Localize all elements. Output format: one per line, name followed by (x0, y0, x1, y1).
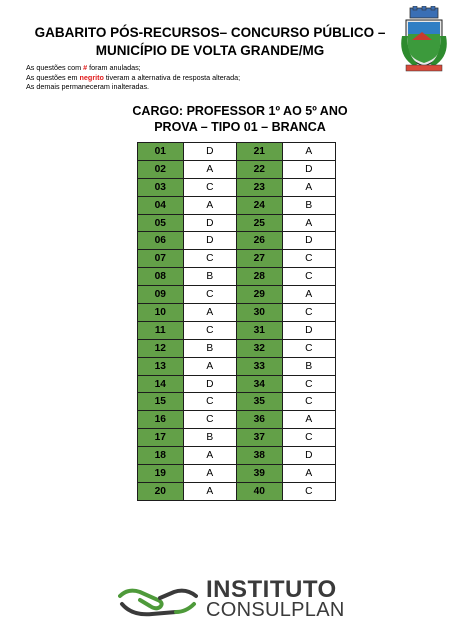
answer-cell: D (183, 143, 236, 161)
answer-cell: A (282, 465, 335, 483)
answer-cell: A (183, 160, 236, 178)
question-number-cell: 17 (138, 429, 184, 447)
question-number-cell: 08 (138, 268, 184, 286)
table-row (138, 375, 336, 393)
table-row (138, 411, 336, 429)
answer-cell: A (183, 304, 236, 322)
question-number-cell: 13 (138, 357, 184, 375)
table-row (138, 465, 336, 483)
note-annulled: As questões com # foram anuladas; (26, 63, 141, 72)
question-number-cell: 32 (236, 339, 282, 357)
logo-word-consulplan: CONSULPLAN (206, 599, 345, 621)
question-number-cell: 26 (236, 232, 282, 250)
question-number-cell: 27 (236, 250, 282, 268)
coat-of-arms-icon (400, 6, 448, 72)
title-line-1: GABARITO PÓS-RECURSOS– CONCURSO PÚBLICO – (34, 25, 386, 40)
table-row (138, 482, 336, 500)
question-number-cell: 04 (138, 196, 184, 214)
answer-cell: B (282, 357, 335, 375)
answer-cell: C (282, 482, 335, 500)
table-row (138, 286, 336, 304)
question-number-cell: 02 (138, 160, 184, 178)
answer-cell: B (183, 339, 236, 357)
question-number-cell: 15 (138, 393, 184, 411)
answer-cell: C (183, 321, 236, 339)
table-row (138, 357, 336, 375)
answer-cell: D (183, 375, 236, 393)
answer-cell: A (183, 196, 236, 214)
answer-cell: C (282, 393, 335, 411)
question-number-cell: 24 (236, 196, 282, 214)
question-number-cell: 25 (236, 214, 282, 232)
consulplan-logo (118, 578, 378, 622)
answer-cell: C (282, 304, 335, 322)
answer-cell: C (183, 286, 236, 304)
answer-cell: A (282, 178, 335, 196)
question-number-cell: 09 (138, 286, 184, 304)
answer-cell: A (282, 214, 335, 232)
answer-cell: A (282, 143, 335, 161)
table-row (138, 429, 336, 447)
table-row (138, 339, 336, 357)
answer-cell: C (183, 411, 236, 429)
question-number-cell: 35 (236, 393, 282, 411)
question-number-cell: 05 (138, 214, 184, 232)
question-number-cell: 37 (236, 429, 282, 447)
page-title (20, 24, 400, 60)
table-row (138, 160, 336, 178)
table-row (138, 268, 336, 286)
answer-key-table (137, 142, 336, 501)
answer-cell: C (282, 429, 335, 447)
answer-cell: D (183, 214, 236, 232)
question-number-cell: 29 (236, 286, 282, 304)
question-number-cell: 30 (236, 304, 282, 322)
question-number-cell: 39 (236, 465, 282, 483)
question-number-cell: 38 (236, 447, 282, 465)
table-row (138, 178, 336, 196)
answer-cell: B (183, 429, 236, 447)
answer-cell: B (183, 268, 236, 286)
question-number-cell: 07 (138, 250, 184, 268)
question-number-cell: 14 (138, 375, 184, 393)
exam-heading (90, 103, 390, 135)
answer-cell: D (183, 232, 236, 250)
answer-cell: C (183, 250, 236, 268)
table-row (138, 214, 336, 232)
table-row (138, 321, 336, 339)
question-number-cell: 06 (138, 232, 184, 250)
answer-cell: A (282, 286, 335, 304)
note-changed: As questões em negrito tiveram a alternativa de resposta alterada; (26, 72, 241, 82)
question-number-cell: 22 (236, 160, 282, 178)
table-row (138, 447, 336, 465)
question-number-cell: 10 (138, 304, 184, 322)
answer-cell: C (282, 375, 335, 393)
logo-word-instituto: INSTITUTO (206, 576, 337, 603)
answer-cell: A (183, 447, 236, 465)
question-number-cell: 33 (236, 357, 282, 375)
answer-cell: A (183, 465, 236, 483)
answer-cell: B (282, 196, 335, 214)
table-row (138, 250, 336, 268)
cargo-label: CARGO: PROFESSOR 1º AO 5º ANO (132, 104, 348, 118)
notes (26, 63, 240, 92)
question-number-cell: 19 (138, 465, 184, 483)
table-row (138, 196, 336, 214)
answer-cell: C (183, 393, 236, 411)
answer-cell: C (183, 178, 236, 196)
table-row (138, 143, 336, 161)
answer-cell: D (282, 160, 335, 178)
answer-cell: A (183, 357, 236, 375)
question-number-cell: 40 (236, 482, 282, 500)
question-number-cell: 18 (138, 447, 184, 465)
question-number-cell: 36 (236, 411, 282, 429)
answer-cell: C (282, 250, 335, 268)
question-number-cell: 12 (138, 339, 184, 357)
question-number-cell: 23 (236, 178, 282, 196)
answer-cell: D (282, 447, 335, 465)
question-number-cell: 34 (236, 375, 282, 393)
question-number-cell: 11 (138, 321, 184, 339)
question-number-cell: 16 (138, 411, 184, 429)
table-row (138, 393, 336, 411)
answer-cell: D (282, 321, 335, 339)
answer-cell: C (282, 268, 335, 286)
prova-label: PROVA – TIPO 01 – BRANCA (154, 120, 326, 134)
table-row (138, 232, 336, 250)
answer-cell: D (282, 232, 335, 250)
title-line-2: MUNICÍPIO DE VOLTA GRANDE/MG (95, 43, 325, 58)
question-number-cell: 28 (236, 268, 282, 286)
note-unchanged: As demais permaneceram inalteradas. (26, 82, 150, 92)
answer-cell: C (282, 339, 335, 357)
question-number-cell: 01 (138, 143, 184, 161)
table-row (138, 304, 336, 322)
question-number-cell: 31 (236, 321, 282, 339)
question-number-cell: 21 (236, 143, 282, 161)
question-number-cell: 20 (138, 482, 184, 500)
question-number-cell: 03 (138, 178, 184, 196)
answer-cell: A (282, 411, 335, 429)
handshake-icon (118, 582, 198, 618)
answer-cell: A (183, 482, 236, 500)
